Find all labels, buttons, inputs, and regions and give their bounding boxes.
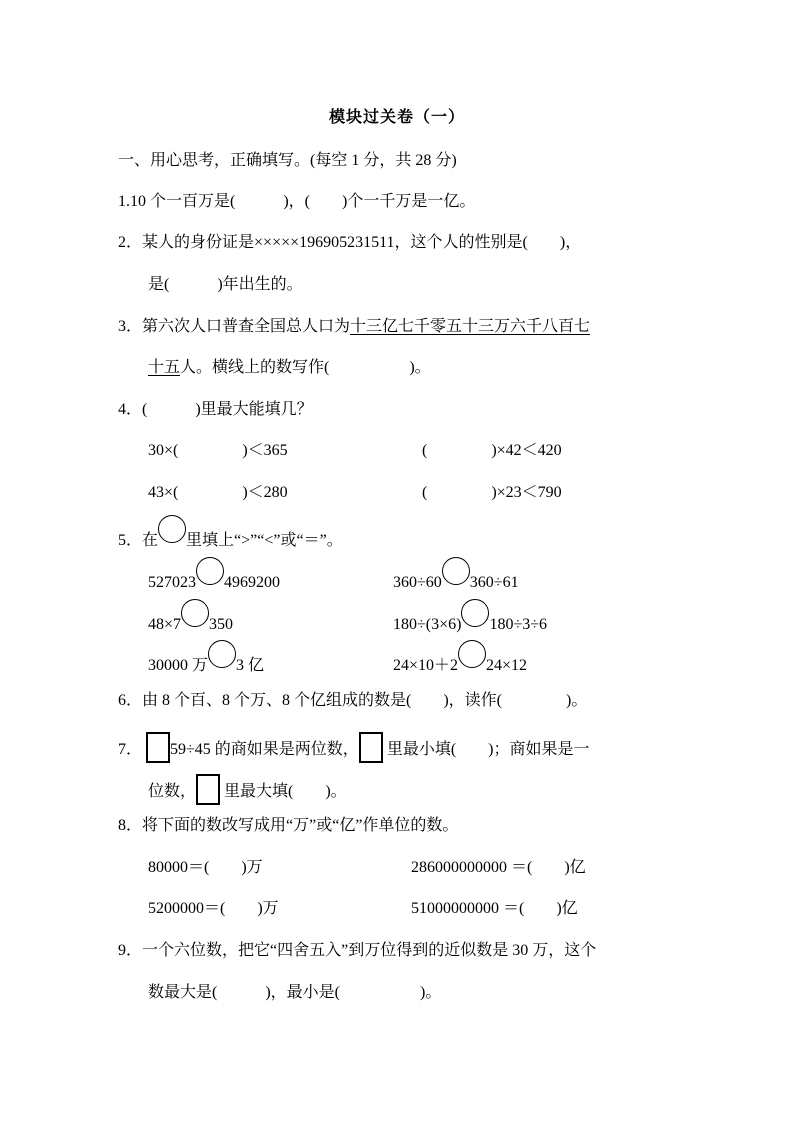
question-9 [118, 940, 596, 962]
question-2-cont: 是( )年出生的。 [148, 276, 303, 293]
answer-box[interactable] [146, 732, 170, 763]
inequality-item: 30×( )＜365 [148, 442, 288, 459]
question-text: 某人的身份证是×××××196905231511，这个人的性别是( )， [142, 234, 582, 251]
comparison-left: 30000 万 [148, 657, 209, 674]
question-3-cont [148, 357, 431, 379]
question-number: 6． [118, 692, 143, 709]
page-title: 模块过关卷（一） [328, 109, 465, 126]
question-9-cont: 数最大是( )，最小是( )。 [148, 984, 442, 1001]
comparison-item [148, 611, 233, 636]
comparison-left: 48×7 [148, 616, 182, 633]
comparison-right: 3 亿 [236, 657, 265, 674]
underlined-number-words: 十三亿七千零五十三万六千八百七 [350, 318, 591, 335]
answer-box[interactable] [359, 732, 383, 763]
comparison-right: 180÷3÷6 [489, 616, 548, 633]
comparison-left: 360÷60 [393, 574, 442, 591]
question-text: 一个六位数，把它“四舍五入”到万位得到的近似数是 30 万，这个 [142, 942, 597, 959]
question-number: 8． [118, 817, 143, 834]
question-5 [118, 527, 343, 552]
conversion-item: 286000000000 ＝( )亿 [411, 859, 586, 876]
question-7 [118, 732, 589, 763]
question-number: 9． [118, 942, 143, 959]
comparison-right: 360÷61 [469, 574, 519, 591]
comparison-item [148, 569, 280, 594]
question-number: 7． [118, 741, 143, 758]
comparison-right: 4969200 [224, 574, 280, 591]
comparison-left: 527023 [148, 574, 196, 591]
comparison-right: 350 [209, 616, 234, 633]
conversion-item: 51000000000 ＝( )亿 [411, 900, 578, 917]
comparison-circle[interactable] [461, 599, 489, 627]
question-text: 59÷45 的商如果是两位数， [170, 741, 359, 758]
question-text: 里最大填( )。 [224, 783, 347, 800]
comparison-circle [158, 515, 186, 543]
conversion-item: 5200000＝( )万 [148, 900, 279, 917]
comparison-item [148, 652, 264, 677]
question-text: 由 8 个百、8 个万、8 个亿组成的数是( )，读作( )。 [142, 692, 588, 709]
question-3 [118, 316, 590, 338]
inequality-item: ( )×42＜420 [422, 442, 562, 459]
question-6 [118, 690, 587, 712]
comparison-left: 24×10＋2 [393, 657, 459, 674]
comparison-circle[interactable] [208, 640, 236, 668]
comparison-item [393, 569, 519, 594]
question-text: 人。横线上的数写作( )。 [180, 359, 431, 376]
question-text: 里填上“>”“<”或“＝”。 [186, 532, 343, 549]
question-text: 位数， [148, 783, 197, 800]
inequality-item: ( )×23＜790 [422, 484, 562, 501]
question-number: 5． [118, 532, 143, 549]
question-4 [118, 399, 313, 421]
underlined-number-words: 十五 [148, 359, 181, 376]
question-2 [118, 232, 581, 254]
question-number: 4． [118, 401, 143, 418]
answer-box[interactable] [196, 774, 220, 805]
conversion-item: 80000＝( )万 [148, 859, 263, 876]
comparison-circle[interactable] [442, 557, 470, 585]
section-heading: 一、用心思考，正确填写。(每空 1 分，共 28 分) [118, 152, 457, 169]
question-text: 在 [142, 532, 159, 549]
question-text: 里最小填( )；商如果是一 [386, 741, 590, 758]
question-text: ( )里最大能填几？ [142, 401, 313, 418]
inequality-item: 43×( )＜280 [148, 484, 288, 501]
question-7-cont [148, 774, 347, 805]
question-1: 1.10 个一百万是( )，( )个一千万是一亿。 [118, 193, 476, 210]
comparison-right: 24×12 [486, 657, 528, 674]
comparison-circle[interactable] [458, 640, 486, 668]
comparison-circle[interactable] [196, 557, 224, 585]
comparison-left: 180÷(3×6) [393, 616, 462, 633]
question-number: 2． [118, 234, 143, 251]
question-8 [118, 815, 458, 837]
question-number: 3． [118, 318, 143, 335]
comparison-circle[interactable] [181, 599, 209, 627]
comparison-item [393, 611, 547, 636]
question-text: 第六次人口普查全国总人口为 [142, 318, 351, 335]
question-text: 将下面的数改写成用“万”或“亿”作单位的数。 [142, 817, 459, 834]
comparison-item [393, 652, 527, 677]
